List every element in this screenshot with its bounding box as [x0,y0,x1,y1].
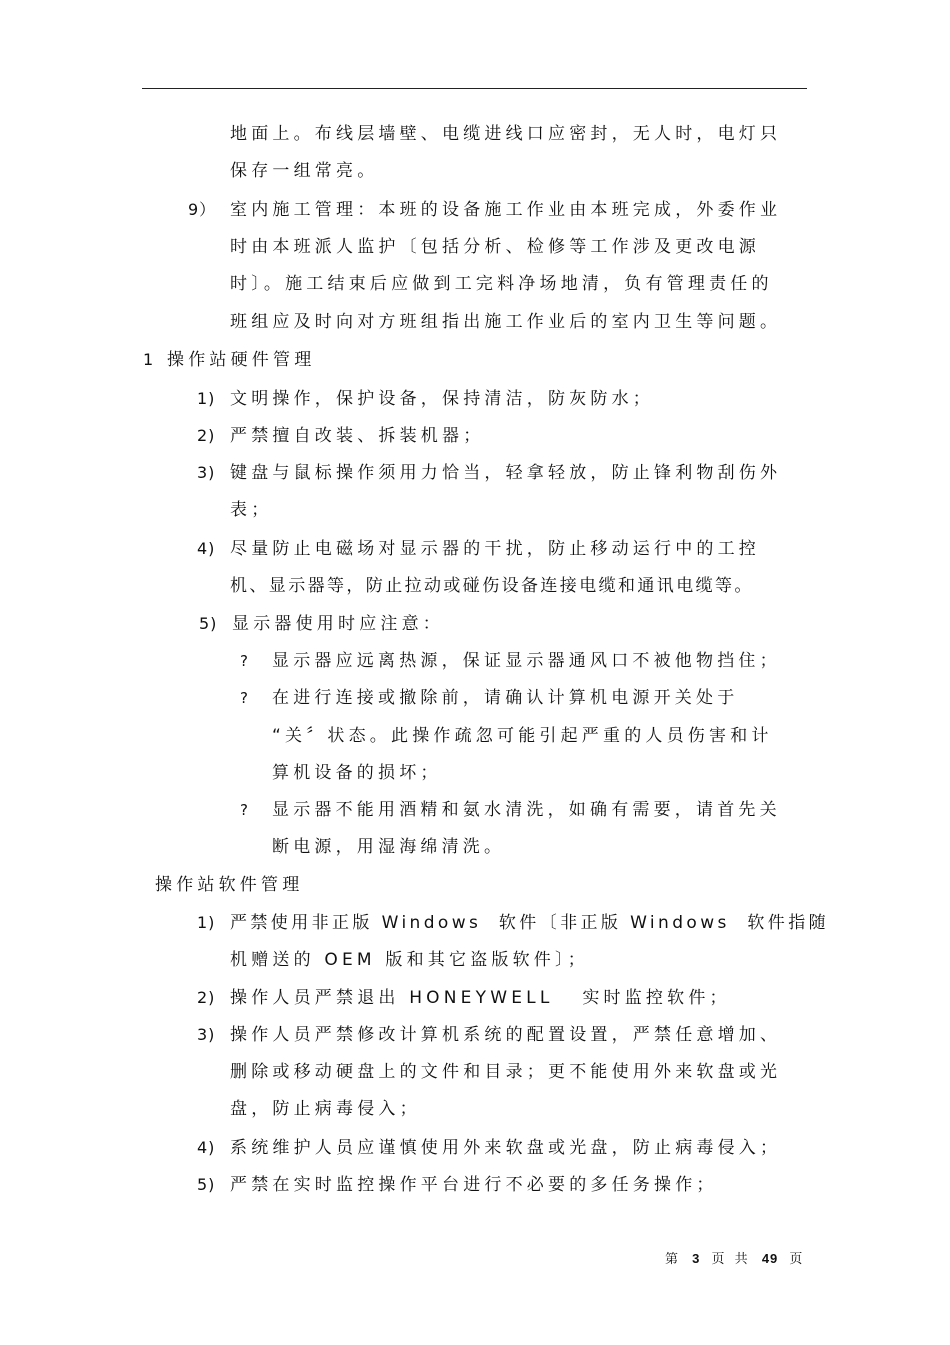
item-number: 5) [197,1175,216,1194]
item-number: 2) [197,426,216,445]
item-number: 3) [197,463,216,482]
item-number: 9） [188,200,217,219]
item-number: 1) [197,389,216,408]
item-text: 文明操作，保护设备，保持清洁，防灰防水； [230,389,654,409]
bullet-text: 算机设备的损坏； [272,763,442,783]
bullet-text: 在进行连接或撤除前，请确认计算机电源开关处于 [272,688,739,708]
item-text: 班组应及时向对方班组指出施工作业后的室内卫生等问题。 [230,312,782,332]
item-number: 4) [197,1138,216,1157]
item-text: 系统维护人员应谨慎使用外来软盘或光盘，防止病毒侵入； [230,1138,782,1158]
bullet-marker: ? [240,689,248,707]
section-heading: 操作站软件管理 [155,875,304,895]
item-text: 严禁使用非正版 Windows 软件〔非正版 Windows 软件指随 [230,913,829,933]
item-text: 操作人员严禁修改计算机系统的配置设置，严禁任意增加、 [230,1025,782,1045]
footer-middle: 页 共 [711,1252,751,1267]
item-number: 2) [197,988,216,1007]
item-number: 5) [199,614,218,633]
item-text: 机赠送的 OEM 版和其它盗版软件〕； [230,950,589,970]
paragraph-line: 保存一组常亮。 [230,161,379,181]
item-text: 机、显示器等，防止拉动或碰伤设备连接电缆和通讯电缆等。 [230,576,754,596]
item-text: 表； [230,500,273,520]
item-text: 操作人员严禁退出 HONEYWELL 实时监控软件； [230,988,731,1008]
footer-suffix: 页 [789,1252,806,1267]
item-text: 盘，防止病毒侵入； [230,1099,421,1119]
footer-prefix: 第 [665,1252,682,1267]
item-text: 严禁擅自改装、拆装机器； [230,426,485,446]
item-number: 1) [197,913,216,932]
item-text: 尽量防止电磁场对显示器的干扰，防止移动运行中的工控 [230,539,760,559]
bullet-text: “关〞状态。此操作疏忽可能引起严重的人员伤害和计 [272,726,773,746]
bullet-marker: ? [240,652,248,670]
header-rule [142,88,807,89]
total-page-count: 49 [761,1251,779,1266]
page-footer [665,1248,805,1267]
section-number: 1 [143,350,155,369]
item-text: 键盘与鼠标操作须用力恰当，轻拿轻放，防止锋利物刮伤外 [230,463,782,483]
bullet-marker: ? [240,801,248,819]
item-text: 显示器使用时应注意： [232,614,444,634]
section-heading: 操作站硬件管理 [167,350,316,370]
item-number: 3) [197,1025,216,1044]
bullet-text: 显示器应远离热源，保证显示器通风口不被他物挡住； [272,651,781,671]
item-text: 时〕。施工结束后应做到工完料净场地清，负有管理责任的 [230,274,773,294]
current-page-number: 3 [692,1251,701,1266]
item-text: 删除或移动硬盘上的文件和目录；更不能使用外来软盘或光 [230,1062,782,1082]
item-text: 室内施工管理：本班的设备施工作业由本班完成，外委作业 [230,200,782,220]
item-number: 4) [197,539,216,558]
bullet-text: 断电源，用湿海绵清洗。 [272,837,506,857]
item-text: 时由本班派人监护〔包括分析、检修等工作涉及更改电源 [230,237,760,257]
paragraph-line: 地面上。布线层墙壁、电缆进线口应密封，无人时，电灯只 [230,124,782,144]
bullet-text: 显示器不能用酒精和氨水清洗，如确有需要，请首先关 [272,800,781,820]
item-text: 严禁在实时监控操作平台进行不必要的多任务操作； [230,1175,718,1195]
